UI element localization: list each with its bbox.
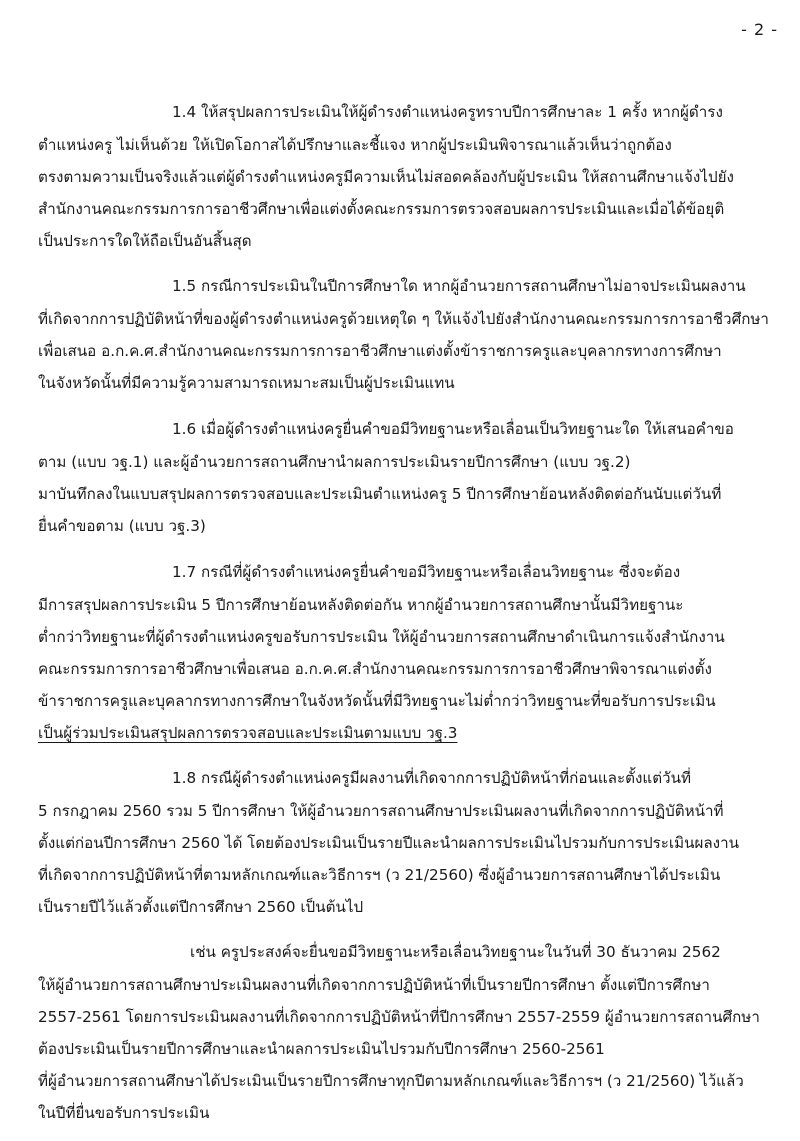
para-1-7-line-1: 1.7 กรณีที่ผู้ดำรงตำแหน่งครูยื่นคำขอมีวิทยฐานะหรือเลื่อนวิทยฐานะ ซึ่งจะต้อง (172, 563, 681, 581)
example-line-4: ต้องประเมินเป็นรายปีการศึกษาและนำผลการประเมินไปรวมกับปีการศึกษา 2560-2561 (38, 1040, 605, 1058)
para-1-6-line-4: ยื่นคำขอตาม (แบบ วฐ.3) (38, 517, 206, 535)
para-1-5-line-2: ที่เกิดจากการปฏิบัติหน้าที่ของผู้ดำรงตำแหน่งครูด้วยเหตุใด ๆ ให้แจ้งไปยังสำนักงานคณะกรรมการการอาชีวศึกษา (38, 310, 769, 328)
para-1-5-line-4: ในจังหวัดนั้นที่มีความรู้ความสามารถเหมาะสมเป็นผู้ประเมินแทน (38, 374, 455, 392)
para-1-7-line-3: ต่ำกว่าวิทยฐานะที่ผู้ดำรงตำแหน่งครูขอรับการประเมิน ให้ผู้อำนวยการสถานศึกษาดำเนินการแจ้งสำนักงาน (38, 628, 725, 646)
para-1-4-line-5: เป็นประการใดให้ถือเป็นอันสิ้นสุด (38, 232, 252, 250)
para-1-4-line-1: 1.4 ให้สรุปผลการประเมินให้ผู้ดำรงตำแหน่งครูทราบปีการศึกษาละ 1 ครั้ง หากผู้ดำรง (172, 103, 723, 121)
para-1-6-line-3: มาบันทึกลงในแบบสรุปผลการตรวจสอบและประเมินตำแหน่งครู 5 ปีการศึกษาย้อนหลังติดต่อกันนับแต่วันที่ (38, 485, 722, 503)
para-1-5-line-3: เพื่อเสนอ อ.ก.ค.ศ.สำนักงานคณะกรรมการการอาชีวศึกษาแต่งตั้งข้าราชการครูและบุคลากรทางการศึกษา (38, 342, 722, 360)
example-line-1: เช่น ครูประสงค์จะยื่นขอมีวิทยฐานะหรือเลื่อนวิทยฐานะในวันที่ 30 ธันวาคม 2562 (190, 943, 721, 961)
para-1-7-line-6-underlined: เป็นผู้ร่วมประเมินสรุปผลการตรวจสอบและประเมินตามแบบ วฐ.3 (38, 724, 458, 742)
para-1-4-line-2: ตำแหน่งครู ไม่เห็นด้วย ให้เปิดโอกาสได้ปรึกษาและชี้แจง หากผู้ประเมินพิจารณาแล้วเห็นว่าถูกต้อง (38, 136, 672, 154)
para-1-6-line-1: 1.6 เมื่อผู้ดำรงตำแหน่งครูยื่นคำขอมีวิทยฐานะหรือเลื่อนเป็นวิทยฐานะใด ให้เสนอคำขอ (172, 420, 734, 438)
para-1-4-line-4: สำนักงานคณะกรรมการการอาชีวศึกษาเพื่อแต่งตั้งคณะกรรมการตรวจสอบผลการประเมินและเมื่อได้ข้อยุติ (38, 200, 725, 218)
para-1-7-line-2: มีการสรุปผลการประเมิน 5 ปีการศึกษาย้อนหลังติดต่อกัน หากผู้อำนวยการสถานศึกษานั้นมีวิทยฐานะ (38, 596, 684, 614)
para-1-6-line-2: ตาม (แบบ วฐ.1) และผู้อำนวยการสถานศึกษานำผลการประเมินรายปีการศึกษา (แบบ วฐ.2) (38, 453, 631, 471)
para-1-7-line-4: คณะกรรมการการอาชีวศึกษาเพื่อเสนอ อ.ก.ค.ศ.สำนักงานคณะกรรมการการอาชีวศึกษาพิจารณาแต่งตั้ง (38, 660, 712, 678)
para-1-7-line-5: ข้าราชการครูและบุคลากรทางการศึกษาในจังหวัดนั้นที่มีวิทยฐานะไม่ต่ำกว่าวิทยฐานะที่ขอรับการประเมิน (38, 692, 716, 710)
para-1-5-line-1: 1.5 กรณีการประเมินในปีการศึกษาใด หากผู้อำนวยการสถานศึกษาไม่อาจประเมินผลงาน (172, 277, 746, 295)
page-number: - 2 - (741, 20, 778, 39)
example-line-5: ที่ผู้อำนวยการสถานศึกษาได้ประเมินเป็นรายปีการศึกษาทุกปีตามหลักเกณฑ์และวิธีการฯ (ว 21/2560) ไว้แล้ว (38, 1072, 744, 1090)
para-1-8-line-4: ที่เกิดจากการปฏิบัติหน้าที่ตามหลักเกณฑ์และวิธีการฯ (ว 21/2560) ซึ่งผู้อำนวยการสถานศึกษาได้ประเมิน (38, 866, 721, 884)
example-line-3: 2557-2561 โดยการประเมินผลงานที่เกิดจากการปฏิบัติหน้าที่ปีการศึกษา 2557-2559 ผู้อำนวยการสถานศึกษา (38, 1008, 760, 1026)
para-1-8-line-5: เป็นรายปีไว้แล้วตั้งแต่ปีการศึกษา 2560 เป็นต้นไป (38, 898, 364, 916)
example-line-6: ในปีที่ยื่นขอรับการประเมิน (38, 1104, 210, 1122)
para-1-8-line-1: 1.8 กรณีผู้ดำรงตำแหน่งครูมีผลงานที่เกิดจากการปฏิบัติหน้าที่ก่อนและตั้งแต่วันที่ (172, 769, 691, 787)
para-1-8-line-3: ตั้งแต่ก่อนปีการศึกษา 2560 ได้ โดยต้องประเมินเป็นรายปีและนำผลการประเมินไปรวมกับการประเมินผลงาน (38, 834, 740, 852)
para-1-4-line-3: ตรงตามความเป็นจริงแล้วแต่ผู้ดำรงตำแหน่งครูมีความเห็นไม่สอดคล้องกับผู้ประเมิน ให้สถานศึกษาแจ้งไปยัง (38, 168, 734, 186)
example-line-2: ให้ผู้อำนวยการสถานศึกษาประเมินผลงานที่เกิดจากการปฏิบัติหน้าที่เป็นรายปีการศึกษา ตั้งแต่ปีการศึกษา (38, 976, 710, 994)
para-1-8-line-2: 5 กรกฎาคม 2560 รวม 5 ปีการศึกษา ให้ผู้อำนวยการสถานศึกษาประเมินผลงานที่เกิดจากการปฏิบัติหน้าที่ (38, 802, 724, 820)
